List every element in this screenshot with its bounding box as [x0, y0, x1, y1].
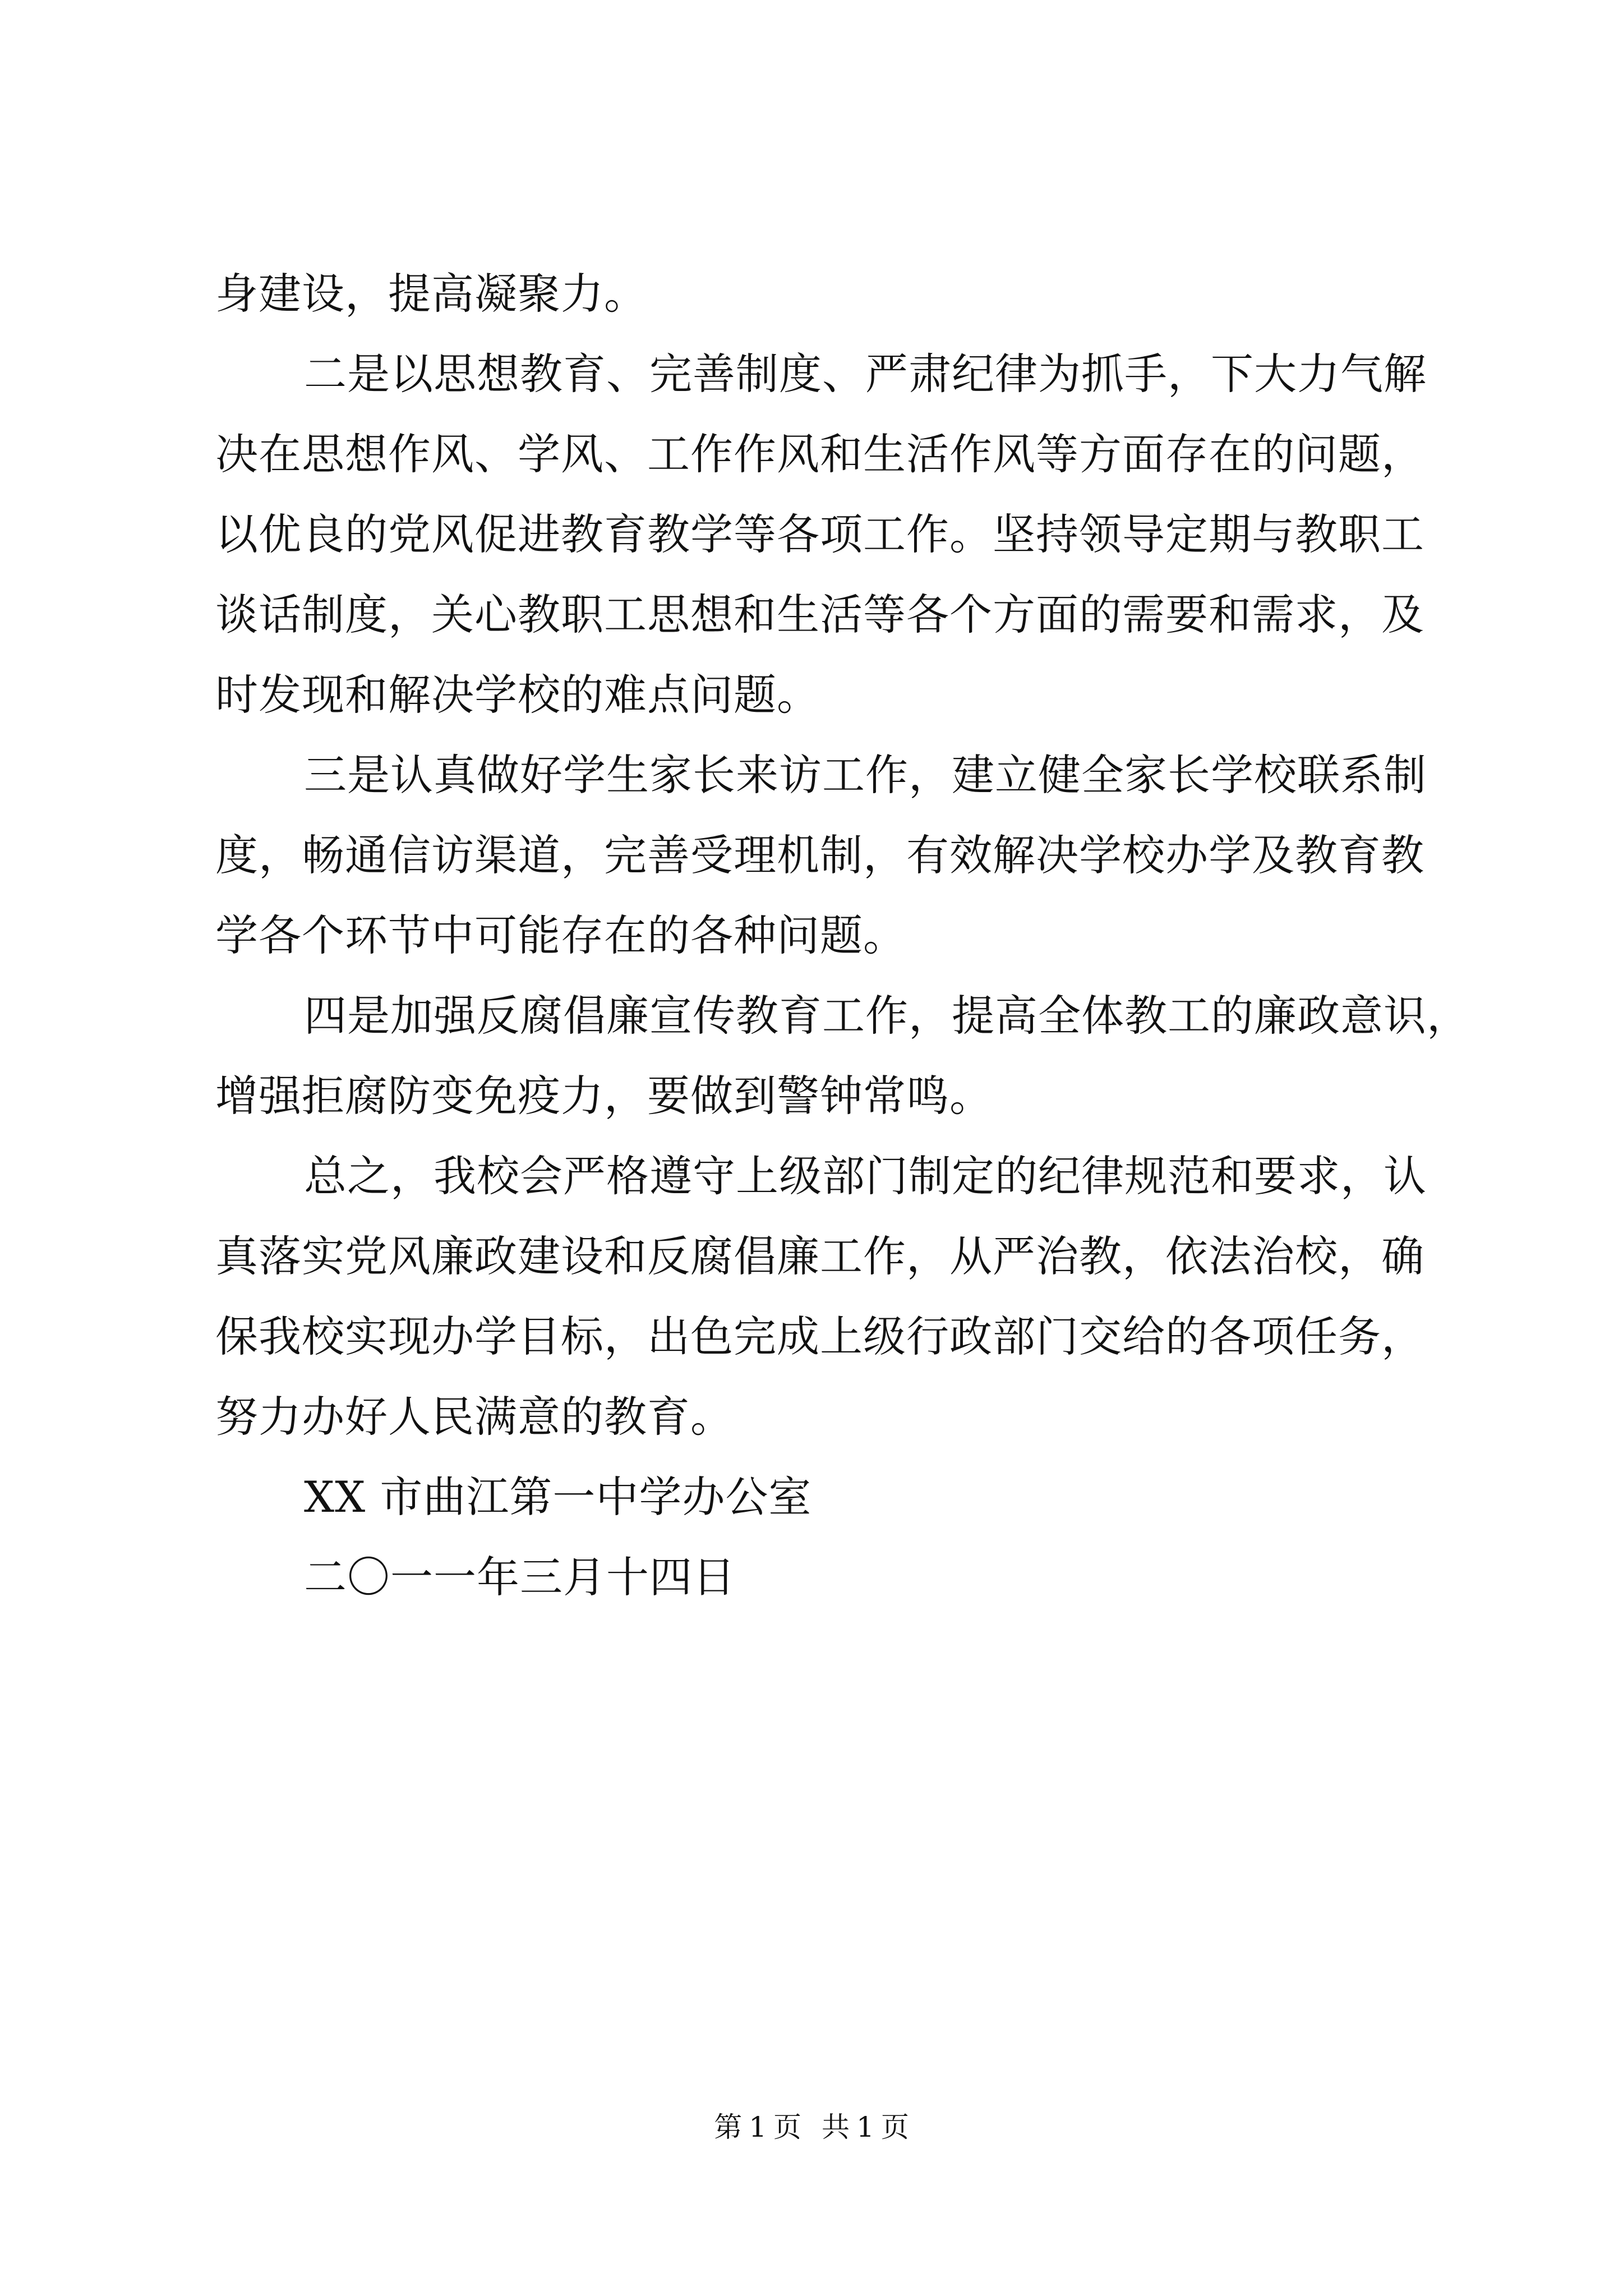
text-line: 三是认真做好学生家长来访工作，建立健全家长学校联系制: [304, 750, 1427, 800]
text-line: 时发现和解决学校的难点问题。: [215, 670, 820, 720]
text-line: 以优良的党风促进教育教学等各项工作。坚持领导定期与教职工: [215, 509, 1424, 559]
text-line: 决在思想作风、学风、工作作风和生活作风等方面存在的问题，: [215, 429, 1424, 479]
page-footer: [0, 2108, 1623, 2147]
text-line: 努力办好人民满意的教育。: [215, 1392, 734, 1442]
page-prefix: 第: [714, 2111, 743, 2143]
text-line: 身建设，提高凝聚力。: [215, 269, 647, 319]
text-line: 总之，我校会严格遵守上级部门制定的纪律规范和要求，认: [304, 1151, 1427, 1201]
text-line: 四是加强反腐倡廉宣传教育工作，提高全体教工的廉政意识，: [304, 991, 1470, 1041]
text-line: 增强拒腐防变免疫力，要做到警钟常鸣。: [215, 1071, 993, 1121]
body-text: [215, 254, 1470, 1617]
text-line: 学各个环节中可能存在的各种问题。: [215, 910, 906, 960]
page-suffix: 页: [773, 2111, 801, 2143]
total-prefix: 共: [822, 2111, 850, 2143]
text-line: 二是以思想教育、完善制度、严肃纪律为抓手，下大力气解: [304, 349, 1427, 399]
total-pages: 1: [856, 2111, 874, 2143]
total-suffix: 页: [880, 2111, 909, 2143]
text-line: 谈话制度，关心教职工思想和生活等各个方面的需要和需求，及: [215, 590, 1424, 639]
signature-line: XX 市曲江第一中学办公室: [304, 1472, 812, 1522]
text-line: 真落实党风廉政建设和反腐倡廉工作，从严治教，依法治校，确: [215, 1231, 1424, 1281]
text-line: 度，畅通信访渠道，完善受理机制，有效解决学校办学及教育教: [215, 830, 1424, 880]
date-line: 二〇一一年三月十四日: [304, 1552, 736, 1602]
page-number: 1: [749, 2111, 767, 2143]
text-line: 保我校实现办学目标，出色完成上级行政部门交给的各项任务，: [215, 1312, 1424, 1361]
